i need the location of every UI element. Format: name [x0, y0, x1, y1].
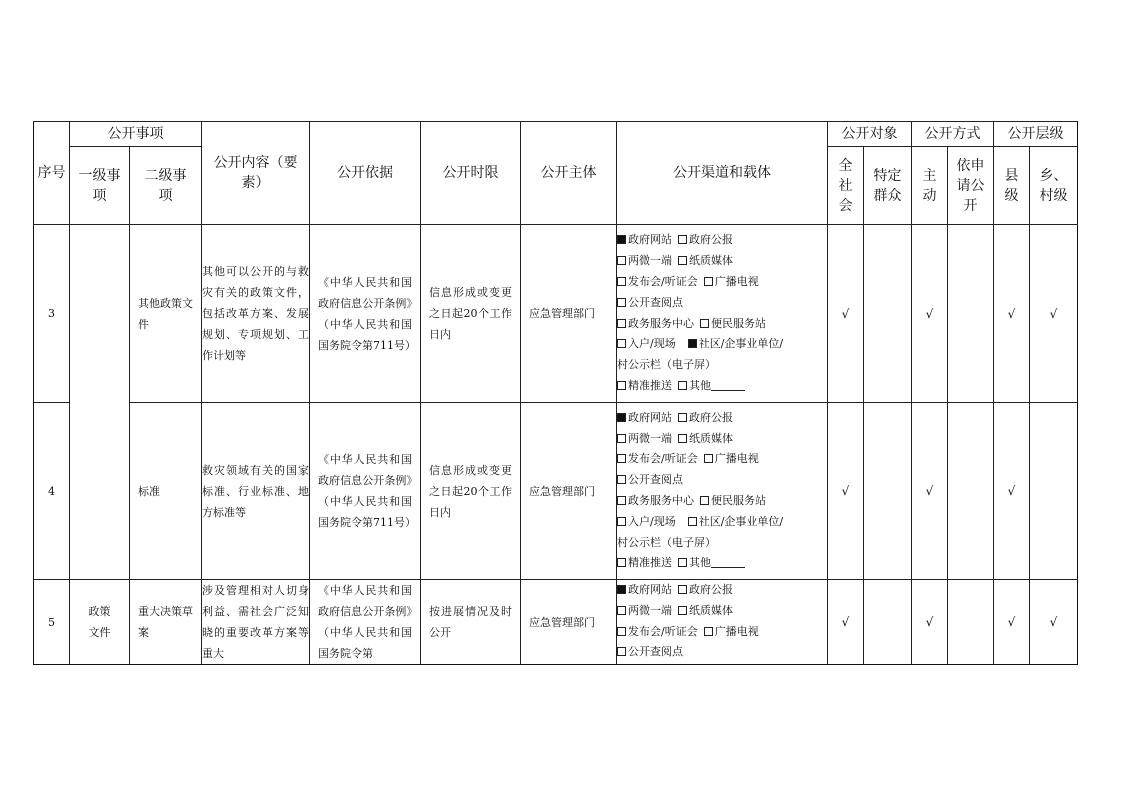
- check-method-apply: [948, 225, 994, 403]
- check-level-county: √: [994, 580, 1030, 665]
- row-channels: 政府网站 政府公报 两微一端 纸质媒体 发布会/听证会 广播电视 公开查阅点 政务服务中心 便民服务站 入户/现场 社区/企事业单位/ 村公示栏（电子屏） 精准推送 其他: [617, 225, 828, 403]
- row-subject: 应急管理部门: [521, 403, 617, 580]
- row-seq: 4: [34, 403, 70, 580]
- row-level1: [70, 225, 130, 580]
- row-seq: 5: [34, 580, 70, 665]
- checkbox-empty-icon: [617, 454, 626, 463]
- check-target-specific: [864, 580, 912, 665]
- checkbox-empty-icon: [704, 277, 713, 286]
- row-content: 涉及管理相对人切身利益、需社会广泛知晓的重要改革方案等重大: [202, 580, 310, 665]
- check-level-town: [1030, 403, 1078, 580]
- checkbox-empty-icon: [617, 298, 626, 307]
- table-row: [34, 225, 1078, 403]
- checkbox-empty-icon: [700, 496, 709, 505]
- header-time-limit: 公开时限: [421, 122, 521, 225]
- checkbox-checked-icon: [617, 413, 626, 422]
- header-method-apply: 依申请公开: [948, 147, 994, 225]
- checkbox-empty-icon: [617, 606, 626, 615]
- check-level-county: √: [994, 403, 1030, 580]
- checkbox-empty-icon: [678, 413, 687, 422]
- check-level-town: √: [1030, 580, 1078, 665]
- row-basis: 《中华人民共和国政府信息公开条例》（中华人民共和国国务院令第: [310, 580, 421, 665]
- checkbox-empty-icon: [678, 256, 687, 265]
- check-level-county: √: [994, 225, 1030, 403]
- row-channels: 政府网站 政府公报 两微一端 纸质媒体 发布会/听证会 广播电视 公开查阅点 政务服务中心 便民服务站 入户/现场 社区/企事业单位/ 村公示栏（电子屏） 精准推送 其他: [617, 403, 828, 580]
- row-channels: 政府网站 政府公报 两微一端 纸质媒体 发布会/听证会 广播电视 公开查阅点: [617, 580, 828, 665]
- check-method-active: √: [912, 403, 948, 580]
- header-seq: 序号: [34, 122, 70, 225]
- row-content: 救灾领域有关的国家标准、行业标准、地方标准等: [202, 403, 310, 580]
- header-target-specific: 特定群众: [864, 147, 912, 225]
- checkbox-empty-icon: [678, 434, 687, 443]
- checkbox-empty-icon: [617, 381, 626, 390]
- checkbox-empty-icon: [704, 627, 713, 636]
- header-target-all: 全社会: [828, 147, 864, 225]
- row-basis: 《中华人民共和国政府信息公开条例》（中华人民共和国国务院令第711号）: [310, 403, 421, 580]
- row-level2: 重大决策草案: [130, 580, 202, 665]
- checkbox-empty-icon: [617, 647, 626, 656]
- row-level1: 政策文件: [70, 580, 130, 665]
- checkbox-empty-icon: [617, 517, 626, 526]
- header-content: 公开内容（要素）: [202, 122, 310, 225]
- checkbox-empty-icon: [617, 627, 626, 636]
- checkbox-empty-icon: [617, 434, 626, 443]
- checkbox-empty-icon: [678, 558, 687, 567]
- header-level-group: 公开层级: [994, 122, 1078, 147]
- check-target-specific: [864, 403, 912, 580]
- row-level2: 其他政策文件: [130, 225, 202, 403]
- checkbox-checked-icon: [617, 235, 626, 244]
- checkbox-checked-icon: [688, 339, 697, 348]
- header-method-active: 主动: [912, 147, 948, 225]
- header-level2: 二级事项: [130, 147, 202, 225]
- header-basis: 公开依据: [310, 122, 421, 225]
- checkbox-empty-icon: [617, 319, 626, 328]
- row-level2: 标准: [130, 403, 202, 580]
- check-level-town: √: [1030, 225, 1078, 403]
- check-method-active: √: [912, 225, 948, 403]
- table-row: [34, 403, 1078, 580]
- row-seq: 3: [34, 225, 70, 403]
- check-target-all: √: [828, 225, 864, 403]
- table-row: [34, 580, 1078, 665]
- check-target-specific: [864, 225, 912, 403]
- row-subject: 应急管理部门: [521, 580, 617, 665]
- checkbox-empty-icon: [617, 475, 626, 484]
- header-subject: 公开主体: [521, 122, 617, 225]
- checkbox-empty-icon: [678, 381, 687, 390]
- checkbox-empty-icon: [617, 256, 626, 265]
- checkbox-checked-icon: [617, 585, 626, 594]
- header-level-town: 乡、村级: [1030, 147, 1078, 225]
- header-level-county: 县级: [994, 147, 1030, 225]
- check-method-apply: [948, 403, 994, 580]
- checkbox-empty-icon: [617, 496, 626, 505]
- row-time-limit: 按进展情况及时公开: [421, 580, 521, 665]
- checkbox-empty-icon: [617, 339, 626, 348]
- checkbox-empty-icon: [678, 585, 687, 594]
- header-item-group: 公开事项: [70, 122, 202, 147]
- fill-blank: [711, 557, 745, 568]
- header-channels: 公开渠道和载体: [617, 122, 828, 225]
- checkbox-empty-icon: [704, 454, 713, 463]
- header-level1: 一级事项: [70, 147, 130, 225]
- disclosure-table: [33, 121, 1078, 665]
- row-subject: 应急管理部门: [521, 225, 617, 403]
- row-basis: 《中华人民共和国政府信息公开条例》（中华人民共和国国务院令第711号）: [310, 225, 421, 403]
- checkbox-empty-icon: [617, 277, 626, 286]
- row-time-limit: 信息形成或变更之日起20个工作日内: [421, 225, 521, 403]
- checkbox-empty-icon: [678, 235, 687, 244]
- header-target-group: 公开对象: [828, 122, 912, 147]
- check-method-apply: [948, 580, 994, 665]
- checkbox-empty-icon: [617, 558, 626, 567]
- check-method-active: √: [912, 580, 948, 665]
- check-target-all: √: [828, 403, 864, 580]
- checkbox-empty-icon: [688, 517, 697, 526]
- check-target-all: √: [828, 580, 864, 665]
- checkbox-empty-icon: [678, 606, 687, 615]
- row-time-limit: 信息形成或变更之日起20个工作日内: [421, 403, 521, 580]
- fill-blank: [711, 380, 745, 391]
- header-method-group: 公开方式: [912, 122, 994, 147]
- row-content: 其他可以公开的与救灾有关的政策文件，包括改革方案、发展规划、专项规划、工作计划等: [202, 225, 310, 403]
- checkbox-empty-icon: [700, 319, 709, 328]
